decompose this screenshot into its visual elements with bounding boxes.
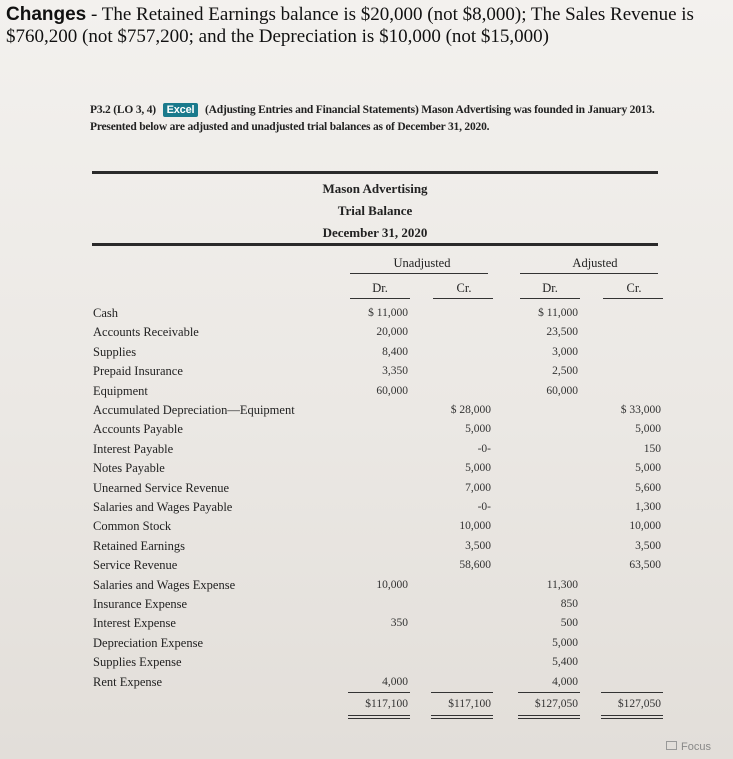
cell-ac: 1,300 <box>635 501 661 513</box>
cell-ac: 150 <box>643 442 661 455</box>
cell-ad: 2,500 <box>552 365 578 378</box>
adjusted-dr-rule <box>520 298 580 299</box>
double-underline <box>601 718 663 719</box>
total-rule <box>348 692 410 693</box>
double-underline <box>348 715 410 716</box>
cell-ud: 10,000 <box>376 578 408 591</box>
adjusted-rule <box>520 273 658 274</box>
row-label: Insurance Expense <box>93 597 188 611</box>
unadjusted-rule <box>350 273 488 274</box>
focus-icon <box>666 741 677 750</box>
cell-ud: 4,000 <box>382 675 408 688</box>
cell-uc: $ 28,000 <box>450 404 491 416</box>
cell-ud: 350 <box>390 617 408 630</box>
unadjusted-dr-rule <box>350 298 410 299</box>
cell-ad: 500 <box>560 617 578 630</box>
adjusted-header: Adjusted <box>572 256 618 270</box>
cell-ac: 3,500 <box>635 539 661 552</box>
row-label: Cash <box>93 306 118 320</box>
statement-date: December 31, 2020 <box>322 225 428 240</box>
cell-uc: -0- <box>477 442 491 455</box>
cell-uc: 10,000 <box>459 520 491 533</box>
row-label: Equipment <box>93 383 148 398</box>
company-name: Mason Advertising <box>322 181 428 196</box>
double-underline <box>518 715 580 716</box>
total-ad: $127,050 <box>534 697 578 710</box>
unadjusted-header: Unadjusted <box>393 256 451 270</box>
row-label: Interest Expense <box>93 616 176 631</box>
cell-ac: 5,000 <box>635 462 661 475</box>
cell-uc: 58,600 <box>459 559 491 572</box>
row-label: Accumulated Depreciation—Equipment <box>93 403 295 417</box>
cell-ac: 5,600 <box>635 481 661 494</box>
cell-ud: 3,350 <box>382 365 408 378</box>
unadjusted-cr-rule <box>433 298 493 299</box>
cell-ac: 5,000 <box>635 423 661 436</box>
changes-note <box>6 4 728 48</box>
excel-badge: Excel <box>163 103 199 117</box>
total-ud: $117,100 <box>365 697 408 710</box>
focus-indicator[interactable] <box>666 741 711 753</box>
cell-ud: 20,000 <box>376 326 408 339</box>
row-label: Retained Earnings <box>93 538 185 553</box>
cell-ac: $ 33,000 <box>620 404 661 416</box>
total-rule <box>601 692 663 693</box>
cell-ad: 23,500 <box>546 326 578 339</box>
cell-ud: $ 11,000 <box>368 307 408 319</box>
double-underline <box>518 718 580 719</box>
cell-ad: 5,000 <box>552 636 578 649</box>
cell-ac: 63,500 <box>629 559 661 572</box>
row-label: Accounts Payable <box>93 422 183 437</box>
row-label: Notes Payable <box>93 461 165 476</box>
row-label: Interest Payable <box>93 441 174 456</box>
problem-id: P3.2 <box>90 104 111 116</box>
cell-uc: 5,000 <box>465 462 491 475</box>
row-label: Depreciation Expense <box>93 635 204 650</box>
row-label: Rent Expense <box>93 674 163 689</box>
problem-statement <box>90 102 680 136</box>
cell-ad: 850 <box>560 598 578 610</box>
header-rule <box>92 243 658 246</box>
double-underline <box>431 718 493 719</box>
total-uc: $117,100 <box>448 697 491 710</box>
problem-text: (Adjusting Entries and Financial Statements) Mason Advertising was founded in January 2013. Presented below are adjusted and unadjusted trial balances as of December 31, 2020. <box>90 104 655 133</box>
total-ac: $127,050 <box>617 697 661 710</box>
changes-label: Changes <box>6 4 87 25</box>
focus-label: Focus <box>681 741 711 753</box>
adjusted-cr-header: Cr. <box>626 281 642 295</box>
row-label: Supplies Expense <box>93 655 182 670</box>
double-underline <box>601 715 663 716</box>
cell-ud: 60,000 <box>376 384 408 397</box>
row-label: Prepaid Insurance <box>93 364 183 379</box>
row-label: Unearned Service Revenue <box>93 480 230 495</box>
total-rule <box>431 692 493 693</box>
cell-ad: $ 11,000 <box>538 307 578 319</box>
cell-uc: 7,000 <box>465 481 491 494</box>
cell-uc: 3,500 <box>465 539 491 552</box>
total-rule <box>518 692 580 693</box>
row-label: Service Revenue <box>93 558 178 573</box>
cell-ad: 60,000 <box>546 384 578 397</box>
unadjusted-dr-header: Dr. <box>372 281 388 295</box>
row-label: Salaries and Wages Expense <box>93 577 236 592</box>
double-underline <box>431 715 493 716</box>
adjusted-cr-rule <box>603 298 663 299</box>
problem-objectives: (LO 3, 4) <box>113 104 156 116</box>
unadjusted-cr-header: Cr. <box>456 281 472 295</box>
row-label: Common Stock <box>93 519 172 534</box>
adjusted-dr-header: Dr. <box>542 281 558 295</box>
double-underline <box>348 718 410 719</box>
row-label: Accounts Receivable <box>93 325 199 340</box>
statement-title: Trial Balance <box>337 203 413 218</box>
row-label: Supplies <box>93 344 137 359</box>
cell-ad: 11,300 <box>546 578 578 591</box>
top-rule <box>92 171 658 174</box>
cell-uc: 5,000 <box>465 423 491 436</box>
cell-uc: -0- <box>477 501 491 513</box>
cell-ad: 5,400 <box>552 656 578 669</box>
changes-text: - The Retained Earnings balance is $20,000 (not $8,000); The Sales Revenue is $760,200 (not $757,200; and the Depreciation is $10,000 (not $15,000) <box>6 4 694 47</box>
cell-ad: 3,000 <box>552 345 578 358</box>
cell-ud: 8,400 <box>382 345 408 358</box>
cell-ac: 10,000 <box>629 520 661 533</box>
row-label: Salaries and Wages Payable <box>93 500 233 514</box>
cell-ad: 4,000 <box>552 675 578 688</box>
